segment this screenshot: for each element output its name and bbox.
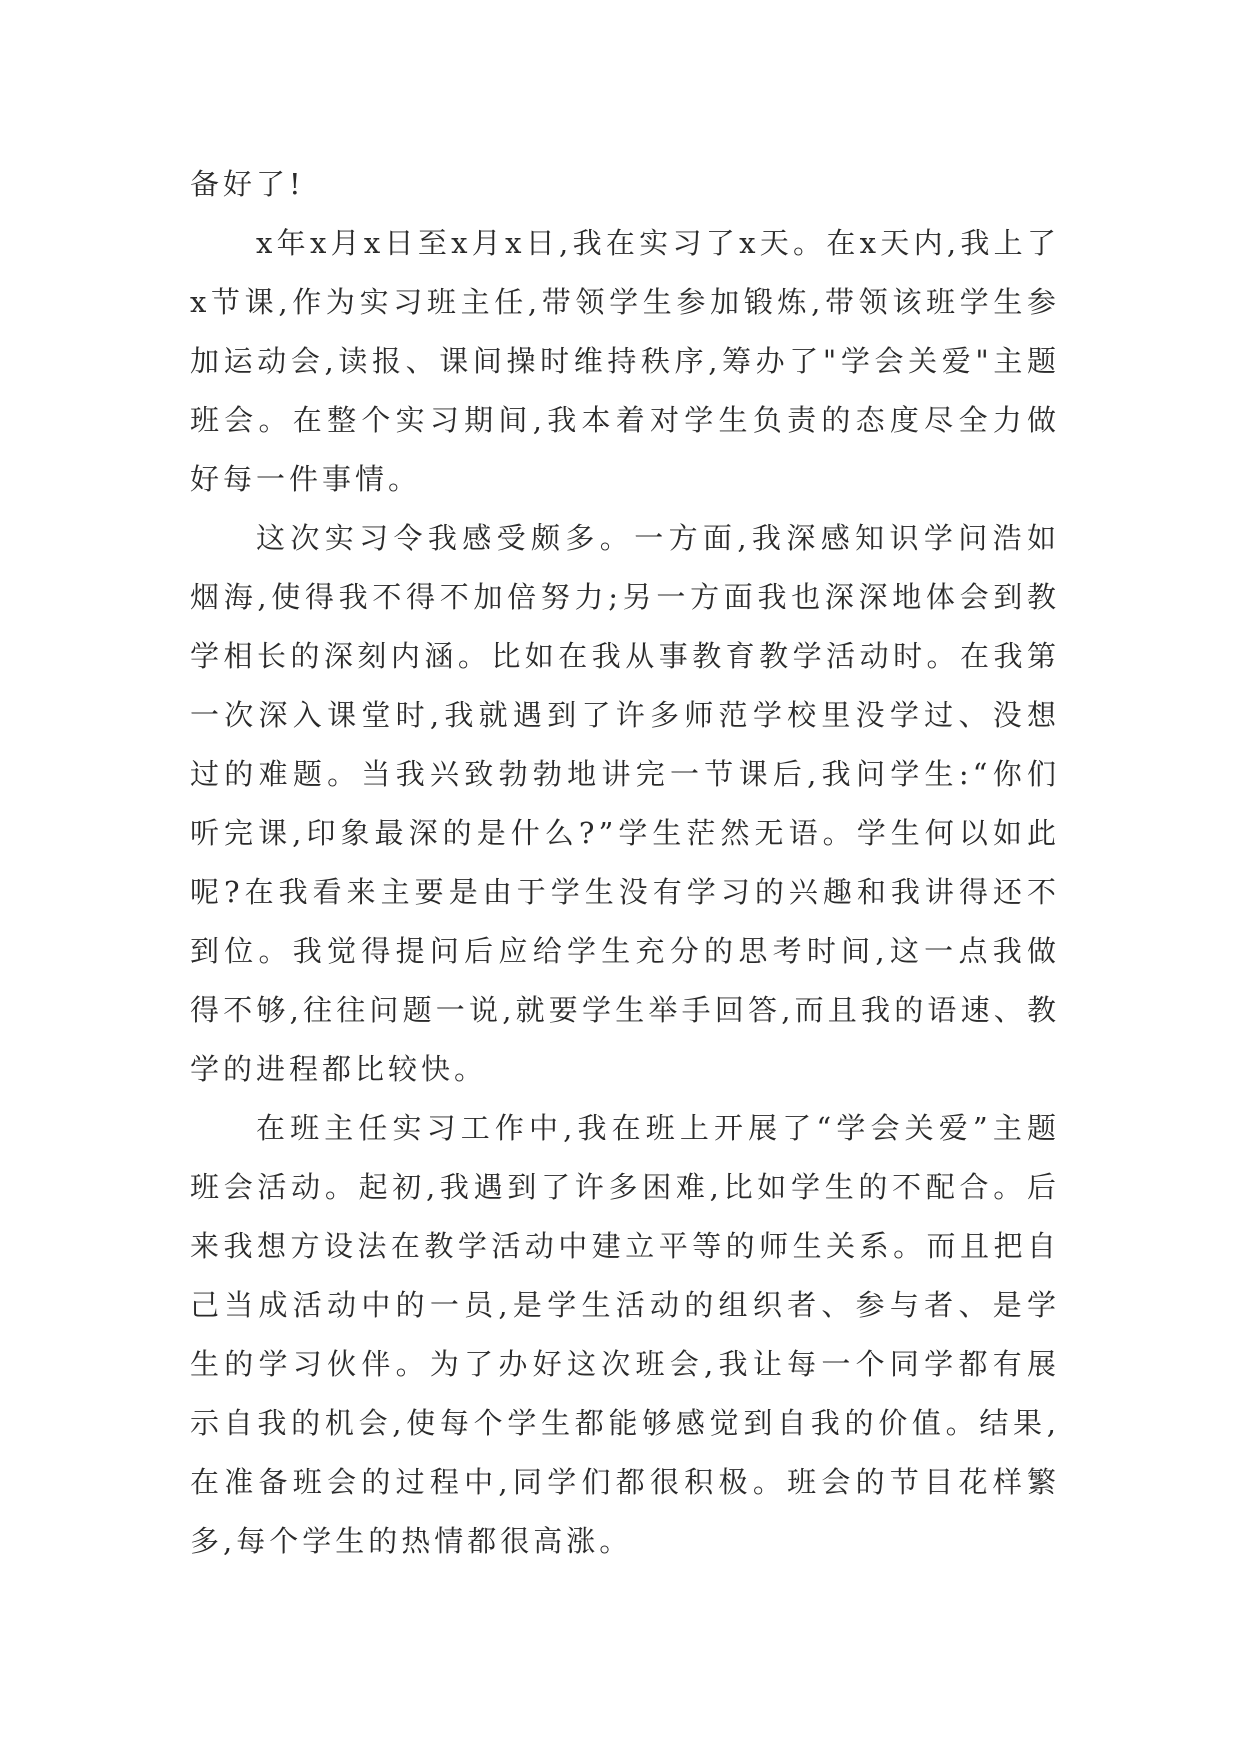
paragraph-continuation: 备好了! [190, 167, 305, 201]
paragraph-class-meeting: 在班主任实习工作中,我在班上开展了“学会关爱”主题班会活动。起初,我遇到了许多困难,比如学生的不配合。后来我想方设法在教学活动中建立平等的师生关系。而且把自己当成活动中的一员,是学生活动的组织者、参与者、是学生的学习伙伴。为了办好这次班会,我让每一个同学都有展示自我的机会,使每个学生都能够感觉到自我的价值。结果,在准备班会的过程中,同学们都很积极。班会的节目花样繁多,每个学生的热情都很高涨。 [190, 1111, 1060, 1558]
paragraph-teaching-reflection: 这次实习令我感受颇多。一方面,我深感知识学问浩如烟海,使得我不得不加倍努力;另一方面我也深深地体会到教学相长的深刻内涵。比如在我从事教育教学活动时。在我第一次深入课堂时,我就遇到了许多师范学校里没学过、没想过的难题。当我兴致勃勃地讲完一节课后,我问学生:“你们听完课,印象最深的是什么?”学生茫然无语。学生何以如此呢?在我看来主要是由于学生没有学习的兴趣和我讲得还不到位。我觉得提问后应给学生充分的思考时间,这一点我做得不够,往往问题一说,就要学生举手回答,而且我的语速、教学的进程都比较快。 [190, 521, 1060, 1086]
document-body [190, 155, 1060, 1571]
paragraph-internship-summary: x年x月x日至x月x日,我在实习了x天。在x天内,我上了x节课,作为实习班主任,带领学生参加锻炼,带领该班学生参加运动会,读报、课间操时维持秩序,筹办了"学会关爱"主题班会。在整个实习期间,我本着对学生负责的态度尽全力做好每一件事情。 [190, 226, 1060, 496]
